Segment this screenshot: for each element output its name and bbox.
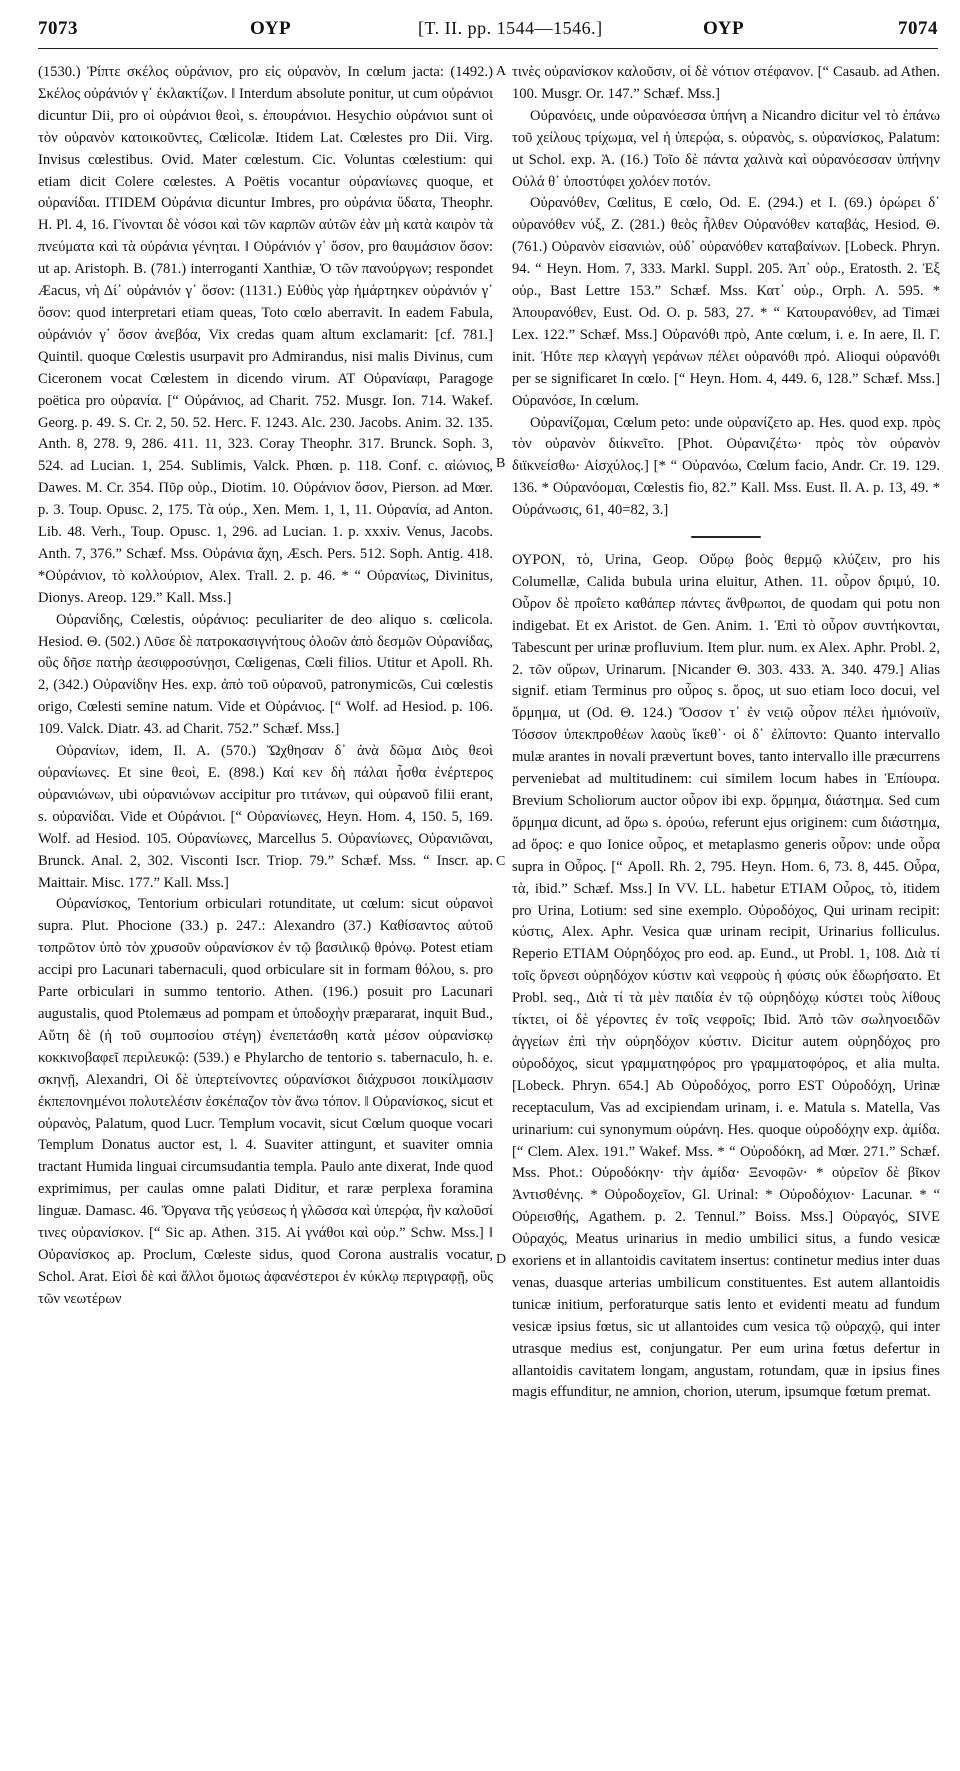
section-marker-c: C <box>496 854 506 869</box>
section-divider-ornament <box>512 528 940 546</box>
entry-ouranides: Οὐρανίδης, Cœlestis, οὐράνιος: peculiariter de deo aliquo s. cœlicola. Hesiod. Θ. (502.) Λῦσε δὲ πατροκασιγνήτους ὀλοῶν ἀπὸ δεσμῶν Οὐρανίδας, οὓς δῆσε πατὴρ ἀεσιφροσύνῃσι, Cœligenas, Cœli filios. Utitur et Apoll. Rh. 2, (342.) Οὐρανίδην Hes. exp. ἀπὸ τοῦ οὐρανοῦ, patronymicῶs, Cui cœlestis origo, Cœlesti semine natum. Vide et Οὐράνιος. [“ Wolf. ad Hesiod. p. 106. 109. Valck. Diatr. 43. ad Charit. 752.” Schæf. Mss.] <box>38 611 493 738</box>
entry-ouranion: Οὐρανίων, idem, Il. A. (570.) Ὤχθησαν δ᾽ ἀνὰ δῶμα Διὸς θεοὶ οὐρανίωνες. Et sine θεοὶ, E. (898.) Καί κεν δὴ πάλαι ἦσθα ἐνέρτερος οὐρανιώνων, ubi οὐρανιώνων accipitur pro τιτάνων, qui οὐρανοῦ filii erant, s. οὐρανίδαι. Vide et Οὐράνιοι. [“ Οὐρανίωνες, Heyn. Hom. 4, 150. 5, 169. Wolf. ad Hesiod. 105. Οὐρανίωνες, Marcellus 5. Οὐρανίωνες, Οὐρανιῶναι, Brunck. Anal. 2, 302. Visconti Iscr. Triop. 79.” Schæf. Mss. “ Inscr. ap. Maittair. Misc. 177.” Kall. Mss.] <box>38 743 493 891</box>
section-marker-b: B <box>496 456 506 471</box>
right-running-head: ΟΥΡ <box>703 18 745 39</box>
section-marker-a: A <box>496 64 507 79</box>
entry-ouraniskos-continued: τινὲς οὐρανίσκον καλοῦσιν, οἱ δὲ νότιον στέφανον. [“ Casaub. ad Athen. 100. Musgr. Or. 147.” Schæf. Mss.] <box>512 64 940 102</box>
entry-ouranothen: Οὐρανόθεν, Cœlitus, E cœlo, Od. E. (294.) et I. (69.) ὀρώρει δ᾽ οὐρανόθεν νύξ, Z. (281.) θεὸς ἦλθεν Οὐρανόθεν καταβάς, Hesiod. Θ. (761.) Οὐρανὸν εἰσανιὼν, οὐδ᾽ οὐρανόθεν καταβαίνων. [Lobeck. Phryn. 94. “ Heyn. Hom. 7, 333. Markl. Suppl. 205. Ἀπ᾽ οὐρ., Eratosth. 2. Ἐξ οὐρ., Bast Lettre 153.” Schæf. Mss. Κατ᾽ οὐρ., Orph. Λ. 595. * Ἀπουρανόθεν, Eust. Od. O. p. 583, 27. * “ Κατουρανόθεν, ad Timæi Lex. 122.” Schæf. Mss.] Οὐρανόθι πρὸ, Ante cœlum, i. e. In aere, Il. Γ. init. Ἠΰτε περ κλαγγὴ γεράνων πέλει οὐρανόθι πρό. Alioqui οὐρανόθι per se significaret In cœlo. [“ Heyn. Hom. 4, 449. 6, 128.” Schæf. Mss.] Οὐρανόσε, In cœlum. <box>512 195 940 409</box>
left-page-number: 7073 <box>38 18 78 39</box>
section-marker-d: D <box>496 1252 507 1267</box>
page-header <box>38 14 938 49</box>
left-running-head: ΟΥΡ <box>250 18 292 39</box>
right-text-column <box>512 62 940 1404</box>
entry-ouraniskos: Οὐρανίσκος, Tentorium orbiculari rotunditate, ut cœlum: sicut οὐρανοὶ supra. Plut. Phocione (33.) p. 247.: Alexandro (37.) Καθίσαντος αὐτοῦ τοπρῶτον ὑπὸ τὸν χρυσοῦν οὐρανίσκον ἐν τῷ βασιλικῷ θρόνῳ. Potest etiam accipi pro Lacunari tabernaculi, quod orbiculare sit in formam θόλου, s. pro Parte orbiculari in summo tentorio. Athen. (196.) posuit pro Lacunari augustalis, quod Ptolemæus ad pompam et ὑποδοχὴν præpararat, inquit Bud., Αὕτη δὲ (ἡ τοῦ συμποσίου στέγη) ἐνεπετάσθη κατὰ μέσον οὐρανίσκῳ κοκκινοβαφεῖ περιλευκῷ: (539.) e Phylarcho de tentorio s. tabernaculo, h. e. σκηνῇ, Alexandri, Οἱ δὲ ὑπερτείνοντες οὐρανίσκοι διάχρυσοι ποικίλμασιν ἐκπεπονημένοι πολυτελέσιν ἐσκέπαζον τὸν ἄνω τόπον. ‖ Οὐρανίσκος, sicut et οὐρανὸς, Palatum, quod Lucr. Templum vocavit, sicut Cœlum quoque vocari Templum Donatus auctor est, l. 4. Suaviter attingunt, et suaviter omnia tractant Humida linguai circumsudantia templa. Paulo ante dixerat, Inde quod exprimimus, per caulas omne palati Diditur, et raræ perplexa foramina linguæ. Damasc. 46. Ὄργανα τῆς γεύσεως ἡ γλῶσσα καὶ ὑπερῴα, ἣν καλοῦσί τινες οὐρανίσκον. [“ Sic ap. Athen. 315. Αἱ γνάθοι καὶ οὐρ.” Schw. Mss.] ‖ Οὐρανίσκος ap. Proclum, Cœleste sidus, quod Corona australis vocatur, Schol. Arat. Εἰσὶ δὲ καὶ ἄλλοι ὅμοιως ἀφανέστεροι ἐν κύκλῳ περιγραφῇ, οὓς τῶν νεωτέρων <box>38 896 493 1307</box>
volume-page-reference: [T. II. pp. 1544—1546.] <box>418 18 603 38</box>
entry-ouron: ΟΥΡΟΝ, τὸ, Urina, Geop. Οὔρῳ βοὸς θερμῷ κλύζειν, pro his Columellæ, Calida bubula urina eluitur, Athen. 11. οὖρον δριμύ, 10. Οὖρον δὲ προΐετο καθάπερ πάντες ἄνθρωποι, de quodam qui potu non indigebat. Et ex Aristot. de Gen. Anim. 1. Ἐπὶ τὸ οὖρον συντήκονται, Tabescunt per urinæ profluvium. Item plur. num. ex Alex. Aphr. Probl. 2, 2. τῶν οὔρων, Urinarum. [Nicander Θ. 303. 433. Ἀ. 340. 479.] Alias signif. etiam Terminus pro οὖρος s. ὅρος, ut suo etiam loco docui, vel ὅρμημα, ut (Od. Θ. 124.) Ὅσσον τ᾽ ἐν νειῷ οὖρον πέλει ἡμιόνοιϊν, Τόσσον ὑπεκπροθέων λαοὺς ἵκεθ᾽· οἱ δ᾽ ἐλίποντο: Quanto intervallo mulæ arantes in novali prævertunt boves, tanto intervallo ille præcurrens perveniebat ad multitudinem: cui similem locum habes in Ἐπίουρα. Brevium Scholiorum auctor οὖρον ibi exp. ὅρμημα, διάστημα. Sed cum ὅρμημα dicunt, ad ὅρω s. ὀρούω, referunt ejus originem: cum διάστημα, ad ὅρος: e quo Ionice οὖρος, et metaplasmo generis οὖρον: unde οὖρα supra in Οὖρος. [“ Apoll. Rh. 2, 795. Heyn. Hom. 6, 73. 8, 445. Οὖρα, τὰ, ibid.” Schæf. Mss.] In VV. LL. habetur ETIAM Οὖρος, τὸ, itidem pro Urina, Lotium: sed sine exemplo. Οὐροδόχος, Qui urinam recipit: κύστις, Alex. Aphr. Vesica quæ urinam recipit, Urinarius folliculus. Reperio ETIAM Οὐρηδόχος pro eod. ap. Eund., ut Probl. 1, 108. Διὰ τί τοῖς ὄρνεσι οὐρηδόχον κύστιν καὶ νεφροὺς ἡ φύσις οὐκ ἐδωρήσατο. Et Probl. seq., Διὰ τί τὰ μὲν παιδία ἐν τῷ οὐρηδόχῳ κύστει τοὺς λίθους τίκτει, οἱ δὲ γέροντες ἐν τοῖς νεφροῖς; Ibid. Ἀπὸ τῶν σωληνοειδῶν ἀγγείων ἐπὶ τὴν οὐρηδόχον κύστιν. Dicitur autem οὐρηδόχος pro οὐροδόχος, sicut γραμματηφόρος pro γραμματοφόρος, et alia multa. [Lobeck. Phryn. 654.] Ab Οὐροδόχος, porro EST Οὐροδόχη, Urinæ receptaculum, Vas ad excipiendam urinam, i. e. Matula s. Matella, Vas urinarium: cui synonymum οὐράνη. Hes. quoque οὐροδόχην exp. ἀμίδα. [“ Clem. Alex. 191.” Wakef. Mss. * “ Οὐροδόκη, ad Mœr. 271.” Schæf. Mss. Phot.: Οὐροδόκην· τὴν ἀμίδα· Ξενοφῶν· * οὐρεῖον δὲ βῖκον Ἀντισθένης. * Οὐροδοχεῖον, Gl. Urinal: * Οὐροδόχιον· Lacunar. * “ Οὐρεισθής, Agathem. p. 2. Tennul.” Boiss. Mss.] Οὐραγός, SIVE Οὐραχός, Meatus urinarius in medio umbilici situs, a fundo vesicæ exoriens et in allantoidis cavitatem insertus: continetur medius inter duas venas, duasque arterias umbilicum constituentes. Est autem allantoidis tunicæ initium, perforaturque satis lento et evidenti meatu ad fundum vesicæ ipsius fœtus, sic ut allantoides cum vesica τῷ οὐραχῷ, qui inter utrasque medius est, conjungatur. Per eum urina fœtus defertur in allantoidis cavitatem longam, angustam, rotundam, quæ in ipsius fines magis effunditur, ne amnion, chorion, uterum, ipsumque fœtum premat. <box>512 552 940 1401</box>
entry-ouranoeis: Οὐρανόεις, unde οὐρανόεσσα ὑπήνη a Nicandro dicitur vel τὸ ἐπάνω τοῦ χείλους τρίχωμα, vel ἡ ὑπερῴα, s. οὐρανὸς, s. οὐρανίσκος, Palatum: ut Schol. exp. Ἀ. (16.) Τοῖο δὲ πάντα χαλινὰ καὶ οὐρανόεσσαν ὑπήνην Οὐλά θ᾽ ὑποστύφει χολόεν ποτόν. <box>512 107 940 190</box>
left-text-column <box>38 62 493 1311</box>
right-page-number: 7074 <box>898 18 938 39</box>
entry-ouranios-continued: (1530.) Ῥίπτε σκέλος οὐράνιον, pro εἰς οὐρανὸν, In cœlum jacta: (1492.) Σκέλος οὐράνιόν γ᾽ ἐκλακτίζων. ‖ Interdum absolute ponitur, ut cum οὐράνιοι dicuntur Dii, pro οἱ οὐράνιοι θεοὶ, s. ἐπουράνιοι. Hesychio οὐράνιοι sunt οἱ τὸν οὐρανὸν κατοικοῦντες, Cœlicolæ. Itidem Lat. Cœlestes pro Dii. Virg. Invisus cœlestibus. Ovid. Mater cœlestum. Cic. Voluntas cœlestium: qui etiam dicit Colere cœlestes. A Poëtis vocantur οὐρανίωνες quoque, et οὐρανίδαι. ITIDEM Οὐράνια dicuntur Imbres, pro οὐράνια ὕδατα, Theophr. H. Pl. 4, 16. Γίνονται δὲ νόσοι καὶ τῶν καρπῶν αὐτῶν ἐὰν μὴ κατὰ καιρὸν τὰ πνεύματα καὶ τὰ οὐράνια γένηται. ‖ Οὐράνιόν γ᾽ ὅσον, pro θαυμάσιον ὅσον: ut ap. Aristoph. B. (781.) interroganti Xanthiæ, Ὁ τῶν πανούργων; respondet Æacus, νὴ Δί᾽ οὐράνιόν γ᾽ ὅσον: (1131.) Εὐθὺς γὰρ ἡμάρτηκεν οὐράνιόν γ᾽ ὅσον: quod interpretari etiam queas, Toto cœlo aberravit. In eadem Fabula, οὐράνιόν γ᾽ ὅσον ἀνεβόα, Vix credas quam altum exclamarit: [cf. 781.] Quintil. quoque Cœlestis usurpavit pro Admirandus, nisi malis Divinus, cum Ciceronem vocat Cœlestem in dicendo virum. AT Οὐρανίαφι, Paragoge poëtica pro οὐρανία. [“ Οὐράνιος, ad Charit. 752. Musgr. Ion. 714. Wakef. Georg. p. 49. S. Cr. 2, 50. 52. Herc. F. 1243. Alc. 230. Jacobs. Anim. 32. 135. Anth. 8, 278. 9, 286. 411. 11, 323. Coray Theophr. 317. Brunck. Soph. 3, 524. ad Lucian. 1, 254. Sublimis, Valck. Phœn. p. 118. Conf. c. αἰώνιος, Dawes. M. Cr. 354. Πῦρ οὐρ., Diotim. 10. Οὐράνιον ὅσον, Pierson. ad Mœr. p. 3. Toup. Opusc. 2, 175. Τὰ οὐρ., Xen. Mem. 1, 1, 11. Οὐρανία, ad Anton. Lib. 48. Verh., Toup. Opusc. 1, 296. ad Lucian. 1. p. xxxiv. Venus, Jacobs. Anth. 7, 376.” Schæf. Mss. Οὐράνια ἄχη, Æsch. Pers. 512. Soph. Antig. 418. *Οὐράνιον, τὸ κολλούριον, Alex. Trall. 2. p. 46. * “ Οὐρανίως, Divinitus, Dionys. Areop. 129.” Kall. Mss.] <box>38 64 493 606</box>
entry-ouranizomai: Οὐρανίζομαι, Cœlum peto: unde οὐρανίζετο ap. Hes. quod exp. πρὸς τὸν οὐρανὸν διίκνεῖτο. [Phot. Οὐρανιζέτω· πρὸς τὸν οὐρανὸν διϊκνείσθω· Αἰσχύλος.] [* “ Οὐρανόω, Cœlum facio, Andr. Cr. 19. 129. 136. * Οὐρανόομαι, Cœlestis fio, 82.” Kall. Mss. Eust. Il. A. p. 13, 49. * Οὐράνωσις, 61, 40=82, 3.] <box>512 414 940 519</box>
